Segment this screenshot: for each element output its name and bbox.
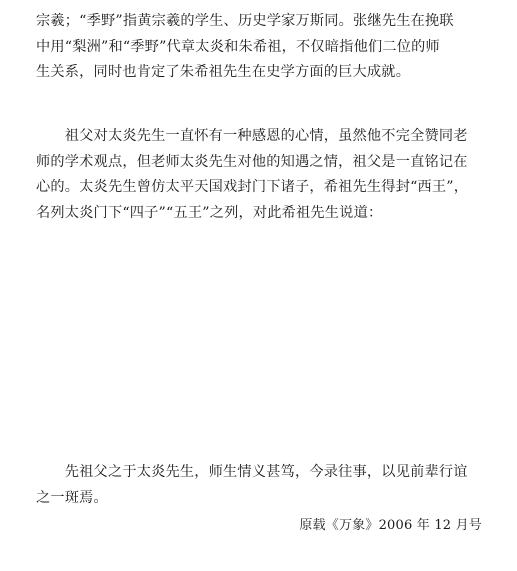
source-attribution: 原载《万象》2006 年 12 月号 (299, 518, 482, 533)
text-line: 之一斑焉。 (36, 490, 108, 506)
text-line: 宗羲；“季野”指黄宗羲的学生、历史学家万斯同。张继先生在挽联 (36, 13, 454, 29)
text-line: 名列太炎门下“四子”“五王”之列，对此希祖先生说道： (36, 205, 383, 221)
text-line: 祖父对太炎先生一直怀有一种感恩的心情，虽然他不完全赞同老 (36, 128, 468, 144)
text-line: 生关系，同时也肯定了朱希祖先生在史学方面的巨大成就。 (36, 64, 411, 80)
text-line: 心的。太炎先生曾仿太平天国戏封门下诸子，希祖先生得封“西王”， (36, 179, 469, 195)
text-line: 中用“梨洲”和“季野”代章太炎和朱希祖，不仅暗指他们二位的师 (36, 39, 440, 55)
text-line: 先祖父之于太炎先生，师生情义甚笃，今录往事，以见前辈行谊 (36, 464, 468, 480)
text-line: 师的学术观点，但老师太炎先生对他的知遇之情，祖父是一直铭记在 (36, 154, 468, 170)
